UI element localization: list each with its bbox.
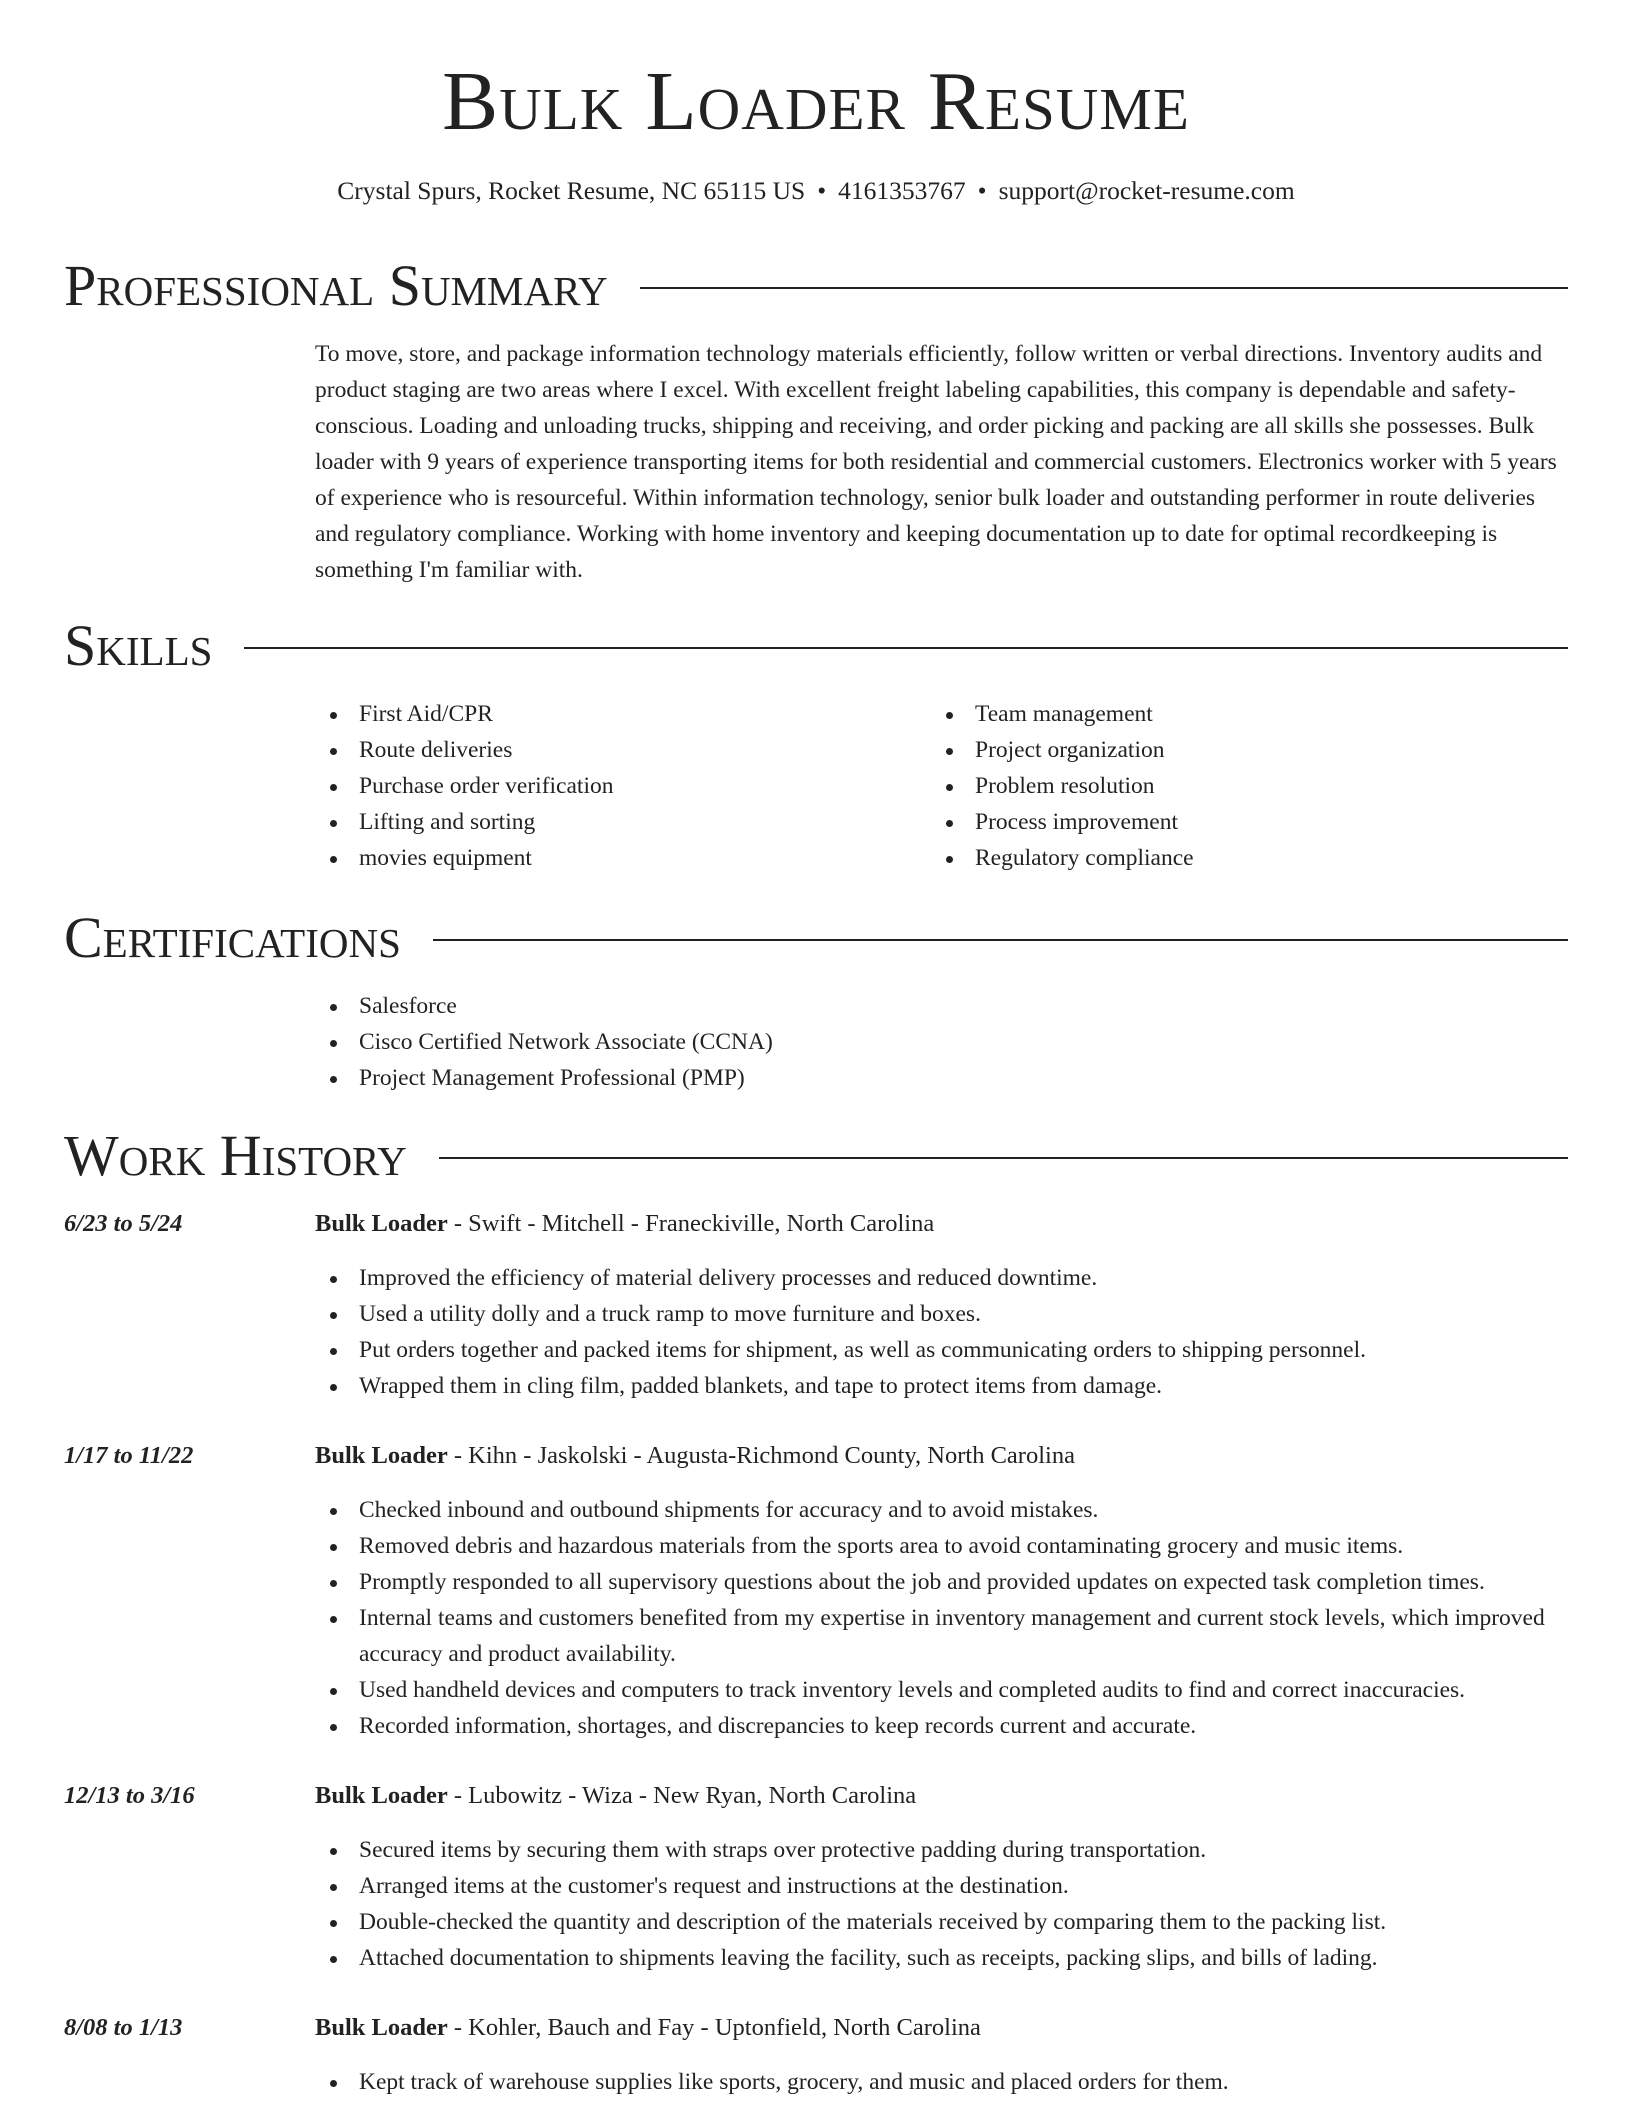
section-title-certifications: Certifications (64, 905, 401, 970)
section-header-certifications (64, 905, 1568, 970)
job-title-line (315, 1206, 934, 1242)
duty-item: Wrapped them in cling film, padded blankets, and tape to protect items from damage. (315, 1368, 1570, 1404)
section-header-work-history (64, 1123, 1568, 1188)
job-dates: 1/17 to 11/22 (64, 1442, 194, 1469)
duty-item: Used handheld devices and computers to track inventory levels and completed audits to find and correct inaccuracies. (315, 1672, 1570, 1708)
skills-list-left (315, 696, 915, 876)
certification-item: Salesforce (315, 988, 1570, 1024)
skill-item: Route deliveries (315, 732, 915, 768)
job-employer-location: - Swift - Mitchell - Franeckiville, North Carolina (447, 1210, 935, 1237)
duty-item: Put orders together and packed items for shipment, as well as communicating orders to shipping personnel. (315, 1332, 1570, 1368)
contact-phone: 4161353767 (838, 176, 966, 205)
duty-item: Improved the efficiency of material delivery processes and reduced downtime. (315, 1260, 1570, 1296)
section-title-work-history: Work History (64, 1123, 407, 1188)
job-role: Bulk Loader (315, 1210, 448, 1237)
job-duties (315, 1492, 1570, 1744)
section-header-summary (64, 253, 1568, 318)
job-title-line (315, 1778, 916, 1814)
certifications-block (315, 988, 1570, 1096)
certification-item: Cisco Certified Network Associate (CCNA) (315, 1024, 1570, 1060)
skill-item: Regulatory compliance (931, 840, 1531, 876)
resume-title: Bulk Loader Resume (442, 55, 1190, 148)
section-divider (640, 287, 1568, 289)
contact-line (0, 172, 1632, 210)
contact-address: Crystal Spurs, Rocket Resume, NC 65115 US (337, 176, 806, 205)
job-employer-location: - Kohler, Bauch and Fay - Uptonfield, North Carolina (447, 2014, 981, 2041)
skill-item: First Aid/CPR (315, 696, 915, 732)
skill-item: Project organization (931, 732, 1531, 768)
duty-item: Checked inbound and outbound shipments for accuracy and to avoid mistakes. (315, 1492, 1570, 1528)
summary-text: To move, store, and package information technology materials efficiently, follow written or verbal directions. Inventory audits and product staging are two areas where I excel. With excellent freight labeling capabilities, this company is dependable and safety-conscious. Loading and unloading trucks, shipping and receiving, and order picking and packing are all skills she possesses. Bulk loader with 9 years of experience transporting items for both residential and commercial customers. Electronics worker with 5 years of experience who is resourceful. Within information technology, senior bulk loader and outstanding performer in route deliveries and regulatory compliance. Working with home inventory and keeping documentation up to date for optimal recordkeeping is something I'm familiar with. (315, 341, 1557, 583)
job-dates: 6/23 to 5/24 (64, 1210, 183, 1237)
duties-list (315, 1492, 1570, 1744)
skill-item: Lifting and sorting (315, 804, 915, 840)
skills-list-right (931, 696, 1531, 876)
job-duties (315, 1832, 1570, 1976)
contact-email: support@rocket-resume.com (998, 176, 1295, 205)
job-title-line (315, 2010, 981, 2046)
job-duties (315, 2064, 1570, 2100)
duties-list (315, 1832, 1570, 1976)
certifications-list (315, 988, 1570, 1096)
duty-item: Used a utility dolly and a truck ramp to move furniture and boxes. (315, 1296, 1570, 1332)
job-role: Bulk Loader (315, 1442, 448, 1469)
duties-list (315, 1260, 1570, 1404)
skill-item: movies equipment (315, 840, 915, 876)
skills-column-left (315, 696, 915, 876)
section-header-skills (64, 613, 1568, 678)
section-divider (433, 939, 1568, 941)
skill-item: Team management (931, 696, 1531, 732)
job-role: Bulk Loader (315, 2014, 448, 2041)
duty-item: Internal teams and customers benefited from my expertise in inventory management and current stock levels, which improved accuracy and product availability. (315, 1600, 1570, 1672)
duty-item: Removed debris and hazardous materials from the sports area to avoid contaminating grocery and music items. (315, 1528, 1570, 1564)
job-employer-location: - Kihn - Jaskolski - Augusta-Richmond County, North Carolina (447, 1442, 1075, 1469)
duty-item: Secured items by securing them with straps over protective padding during transportation. (315, 1832, 1570, 1868)
skill-item: Purchase order verification (315, 768, 915, 804)
job-duties (315, 1260, 1570, 1404)
job-employer-location: - Lubowitz - Wiza - New Ryan, North Carolina (447, 1782, 917, 1809)
section-divider (439, 1157, 1568, 1159)
skills-column-right (931, 696, 1531, 876)
section-title-skills: Skills (64, 613, 213, 678)
contact-separator: • (817, 176, 827, 205)
duty-item: Attached documentation to shipments leaving the facility, such as receipts, packing slips, and bills of lading. (315, 1940, 1570, 1976)
job-dates: 8/08 to 1/13 (64, 2014, 183, 2041)
duty-item: Recorded information, shortages, and discrepancies to keep records current and accurate. (315, 1708, 1570, 1744)
duties-list (315, 2064, 1570, 2100)
certification-item: Project Management Professional (PMP) (315, 1060, 1570, 1096)
job-dates: 12/13 to 3/16 (64, 1782, 195, 1809)
job-role: Bulk Loader (315, 1782, 448, 1809)
contact-separator: • (977, 176, 987, 205)
job-title-line (315, 1438, 1075, 1474)
duty-item: Double-checked the quantity and description of the materials received by comparing them to the packing list. (315, 1904, 1570, 1940)
section-title-summary: Professional Summary (64, 253, 608, 318)
skill-item: Process improvement (931, 804, 1531, 840)
skill-item: Problem resolution (931, 768, 1531, 804)
duty-item: Promptly responded to all supervisory questions about the job and provided updates on expected task completion times. (315, 1564, 1570, 1600)
section-divider (244, 647, 1568, 649)
duty-item: Arranged items at the customer's request and instructions at the destination. (315, 1868, 1570, 1904)
duty-item: Kept track of warehouse supplies like sports, grocery, and music and placed orders for them. (315, 2064, 1570, 2100)
